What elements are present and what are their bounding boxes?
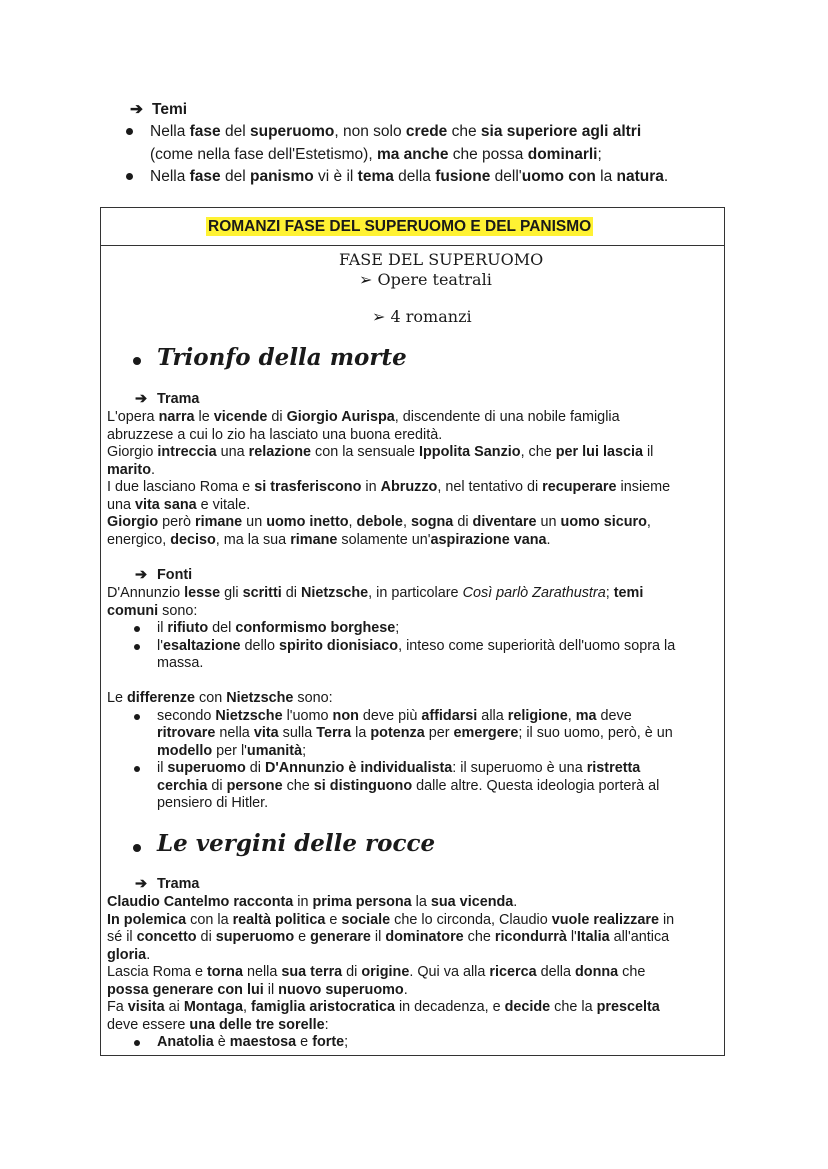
table-header-highlight: ROMANZI FASE DEL SUPERUOMO E DEL PANISMO [208, 218, 592, 235]
text-line: In polemica con la realtà politica e sociale che lo circonda, Claudio vuole realizzare in [107, 911, 675, 928]
bullet-icon [126, 128, 133, 135]
list-item: massa. [157, 655, 204, 671]
text-line: energico, deciso, ma la sua rimane solamente un'aspirazione vana. [107, 531, 551, 548]
text-line: D'Annunzio lesse gli scritti di Nietzsche, in particolare Così parlò Zarathustra; temi [107, 585, 644, 601]
temi-bullet-1-line-1: Nella fase del superuomo, non solo crede che sia superiore agli altri [150, 123, 642, 140]
table-header-row [101, 208, 724, 246]
fonti-heading: ➔ Fonti [135, 567, 193, 583]
text-line: una vita sana e vitale. [107, 496, 251, 513]
text-line: Claudio Cantelmo racconta in prima persona la sua vicenda. [107, 894, 518, 910]
phase-title: FASE DEL SUPERUOMO [339, 250, 544, 269]
text-line: Giorgio intreccia una relazione con la sensuale Ippolita Sanzio, che per lui lascia il [107, 444, 654, 460]
bullet-icon [134, 644, 140, 650]
list-item: il superuomo di D'Annunzio è individualista: il superuomo è una ristretta [157, 760, 641, 776]
novels-table [100, 207, 725, 1056]
arrow-right-icon: ➔ [135, 567, 148, 583]
list-item: Anatolia è maestosa e forte; [157, 1034, 349, 1050]
text-line: Le differenze con Nietzsche sono: [107, 690, 333, 706]
novel-title-trionfo: Trionfo della morte [157, 344, 407, 371]
list-item: il rifiuto del conformismo borghese; [157, 620, 400, 636]
arrow-right-icon: ➔ [135, 876, 148, 892]
bullet-icon [134, 766, 140, 772]
trama-heading: ➔ Trama [135, 876, 200, 892]
arrow-right-icon: ➔ [130, 101, 143, 118]
phase-item-romanzi: ➢ 4 romanzi [372, 307, 472, 326]
text-line: Fa visita ai Montaga, famiglia aristocratica in decadenza, e decide che la prescelta [107, 999, 660, 1015]
list-item: cerchia di persone che si distinguono dalle altre. Questa ideologia porterà al [157, 777, 660, 794]
arrowhead-icon: ➢ [372, 307, 391, 326]
text-line: gloria. [107, 946, 151, 963]
bullet-icon [134, 714, 140, 720]
arrow-right-icon: ➔ [135, 391, 148, 407]
text-line: Lascia Roma e torna nella sua terra di origine. Qui va alla ricerca della donna che [107, 964, 646, 980]
text-line: marito. [107, 461, 155, 478]
list-item: pensiero di Hitler. [157, 795, 269, 811]
bullet-icon [133, 357, 141, 365]
text-line: L'opera narra le vicende di Giorgio Aurispa, discendente di una nobile famiglia [107, 409, 620, 425]
text-line: deve essere una delle tre sorelle: [107, 1016, 329, 1033]
list-item: l'esaltazione dello spirito dionisiaco, inteso come superiorità dell'uomo sopra la [157, 637, 676, 654]
list-item: ritrovare nella vita sulla Terra la potenza per emergere; il suo uomo, però, è un [157, 725, 673, 741]
list-item: modello per l'umanità; [157, 742, 307, 759]
text-line: comuni sono: [107, 602, 198, 619]
text-line: abruzzese a cui lo zio ha lasciato una buona eredità. [107, 426, 443, 443]
list-item: secondo Nietzsche l'uomo non deve più affidarsi alla religione, ma deve [157, 707, 632, 724]
text-line: Giorgio però rimane un uomo inetto, debole, sogna di diventare un uomo sicuro, [107, 514, 651, 530]
temi-heading: ➔ Temi [130, 101, 188, 118]
bullet-icon [133, 844, 141, 852]
temi-bullet-2: Nella fase del panismo vi è il tema della fusione dell'uomo con la natura. [150, 168, 669, 185]
phase-item-opere: ➢ Opere teatrali [359, 270, 492, 289]
trama-heading: ➔ Trama [135, 391, 200, 407]
temi-bullet-1-line-2: (come nella fase dell'Estetismo), ma anche che possa dominarli; [150, 146, 602, 163]
text-line: I due lasciano Roma e si trasferiscono in Abruzzo, nel tentativo di recuperare insieme [107, 479, 671, 495]
arrowhead-icon: ➢ [359, 270, 378, 289]
novel-title-vergini: Le vergini delle rocce [157, 830, 436, 857]
text-line: sé il concetto di superuomo e generare il dominatore che ricondurrà l'Italia all'antica [107, 929, 670, 945]
text-line: possa generare con lui il nuovo superuomo. [107, 981, 408, 998]
bullet-icon [134, 626, 140, 632]
bullet-icon [134, 1040, 140, 1046]
bullet-icon [126, 173, 133, 180]
